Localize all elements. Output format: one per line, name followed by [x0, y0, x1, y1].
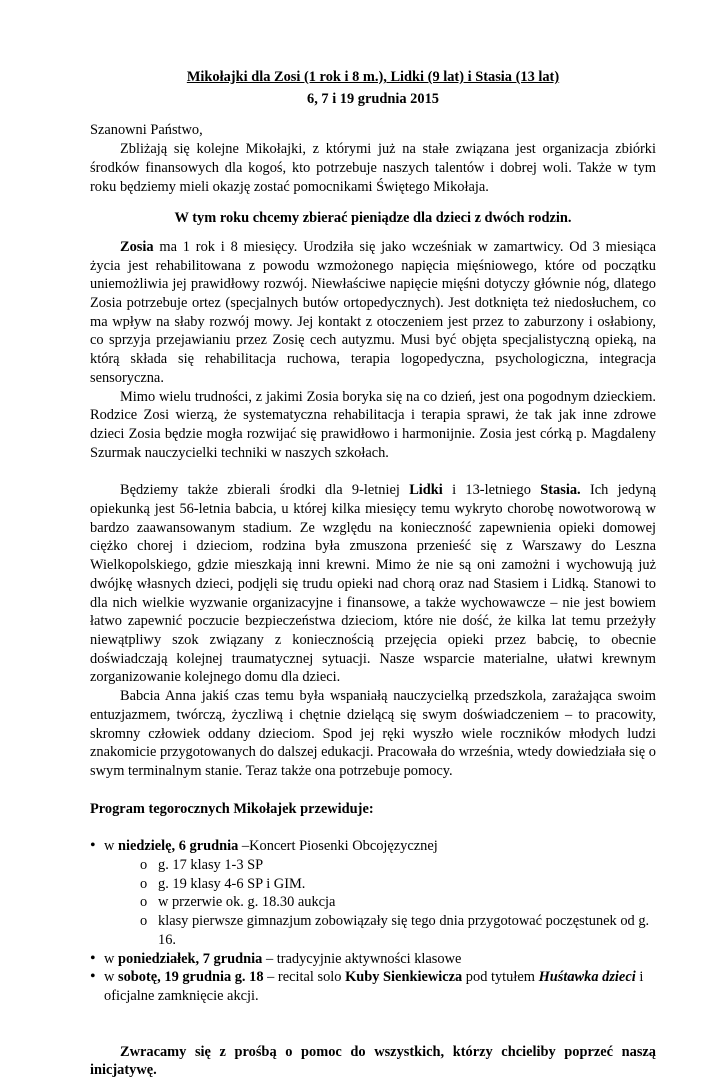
- babcia-paragraph: Babcia Anna jakiś czas temu była wspaniałą nauczycielką przedszkola, zarażająca swoim entuzjazmem, twórczą, życzliwą i chętnie dzielącą się swym doświadczeniem – to pracowity, skromny człowiek oddany dzieciom. Spod jej ręki wyszło wiele roczników młodych ludzi znakomicie przygotowanych do dalszej edukacji. Pracowała do września, wtedy dowiedziała się o swym terminalnym stanie. Teraz także ona potrzebuje pomocy.: [90, 688, 656, 779]
- performer-name: Kuby Sienkiewicza: [345, 969, 463, 986]
- stas-name: Stasia.: [540, 482, 581, 499]
- program-subitem: o w przerwie ok. g. 18.30 aukcja: [140, 893, 656, 912]
- event-dates: 6, 7 i 19 grudnia 2015: [307, 90, 439, 107]
- program-item-saturday: [90, 968, 656, 1005]
- program-item-text: – tradycyjnie aktywności klasowe: [262, 950, 462, 967]
- program-item-text: i oficjalne zamknięcie akcji.: [104, 969, 644, 1004]
- lidka-stas-text: Ich jedyną opiekunką jest 56-letnia babcia, u której kilka miesięcy temu wykryto chorobę nowotworową w bardzo zaawansowanym stadium. Ze względu na konieczność zapewnienia opieki domowej ciężko chorej i dzieciom, rodzina była zmuszona przenieść się z Warszawy do Leszna Wielkopolskiego, gdzie mieszkają inni krewni. Mimo że nie są oni zamożni i wychowują już dwójkę własnych dzieci, podjęli się trudu opieki nad chorą oraz nad Stasiem i Lidką. Stanowi to dla nich wielkie wyzwanie organizacyjne i finansowe, a także wychowawcze – nie jest bowiem łatwo zapewnić poczucie bezpieczeństwa dzieciom, które nie dość, że kilka lat temu przeżyły niewątpliwy szok związany z koniecznością przejęcia opieki przez babcię, to obecnie doświadczają kolejnej traumatycznej sytuacji. Nasze wsparcie materialne, ułatwi krewnym zorganizowanie kolejnego domu dla dzieci.: [90, 482, 656, 686]
- zosia-text: ma 1 rok i 8 miesięcy. Urodziła się jako wcześniak w zamartwicy. Od 3 miesiąca życia jest rehabilitowana z powodu wzmożonego napięcia mięśniowego, które od początku uniemożliwia jej prawidłowy rozwój. Niewłaściwe napięcie mięśni dotyczy głównie nóg, dlatego Zosia potrzebuje ortez (specjalnych butów ortopedycznych). Jest dotknięta też niedosłuchem, co ma wpływ na słaby rozwój mowy. Jej kontakt z otoczeniem jest przez to zaburzony i osłabiony, co sprzyja przejawianiu przez Zosię cech autyzmu. Musi być objęta specjalistyczną opieką, na którą składa się rehabilitacja ruchowa, terapia logopedyczna, psychologiczna, integracja sensoryczna.: [90, 238, 656, 386]
- zosia-name: Zosia: [120, 238, 154, 255]
- program-item-date: poniedziałek, 7 grudnia: [118, 950, 263, 967]
- program-item-text: – recital solo: [263, 969, 346, 986]
- lidka-name: Lidki: [409, 482, 443, 499]
- closing-appeal: Zwracamy się z prośbą o pomoc do wszystkich, którzy chcieliby poprzeć naszą inicjatywę.: [90, 1043, 656, 1079]
- program-item-prefix: w: [104, 838, 118, 855]
- program-subitem: o g. 17 klasy 1-3 SP: [140, 856, 656, 875]
- program-subitem: o klasy pierwsze gimnazjum zobowiązały się tego dnia przygotować poczęstunek od g. 16.: [140, 912, 656, 949]
- program-item-prefix: w: [104, 950, 118, 967]
- program-item-text: –Koncert Piosenki Obcojęzycznej: [238, 838, 438, 855]
- program-sublist: [104, 856, 656, 950]
- document-content: [90, 68, 656, 1080]
- section-heading: W tym roku chcemy zbierać pieniądze dla dzieci z dwóch rodzin.: [174, 210, 572, 227]
- greeting: Szanowni Państwo,: [90, 122, 203, 139]
- document-title: Mikołajki dla Zosi (1 rok i 8 m.), Lidki (9 lat) i Stasia (13 lat): [186, 69, 560, 85]
- intro-paragraph: Zbliżają się kolejne Mikołajki, z którymi już na stałe związana jest organizacja zbiórki środków finansowych dla kogoś, kto potrzebuje naszych talentów i dobrej woli. Także w tym roku będziemy mieli okazję zostać pomocnikami Świętego Mikołaja.: [90, 141, 656, 195]
- zosia-paragraph: [90, 238, 656, 388]
- program-item-date: niedzielę, 6 grudnia: [118, 838, 239, 855]
- lidka-stas-between: i 13-letniego: [442, 482, 541, 499]
- lidka-stas-paragraph: [90, 481, 656, 687]
- program-item-date: sobotę, 19 grudnia g. 18: [118, 969, 264, 986]
- recital-title: Huśtawka dzieci: [538, 969, 636, 986]
- zosia-paragraph-2: Mimo wielu trudności, z jakimi Zosia boryka się na co dzień, jest ona pogodnym dzieckiem. Rodzice Zosi wierzą, że systematyczna rehabilitacja i terapia sprawi, że tak jak inne zdrowe dzieci Zosia będzie mogła rozwijać się prawidłowo i harmonijnie. Zosia jest córką p. Magdaleny Szurmak nauczycielki techniki w naszych szkołach.: [90, 388, 656, 461]
- program-subitem: o g. 19 klasy 4-6 SP i GIM.: [140, 875, 656, 894]
- lidka-stas-lead: Będziemy także zbierali środki dla 9-letniej: [120, 482, 410, 499]
- program-item-text: pod tytułem: [462, 969, 539, 986]
- program-heading: Program tegorocznych Mikołajek przewiduje:: [90, 800, 374, 817]
- program-item-monday: [90, 950, 656, 969]
- program-item-prefix: w: [104, 969, 118, 986]
- program-item-sunday: [90, 837, 656, 949]
- program-list: [90, 837, 656, 1005]
